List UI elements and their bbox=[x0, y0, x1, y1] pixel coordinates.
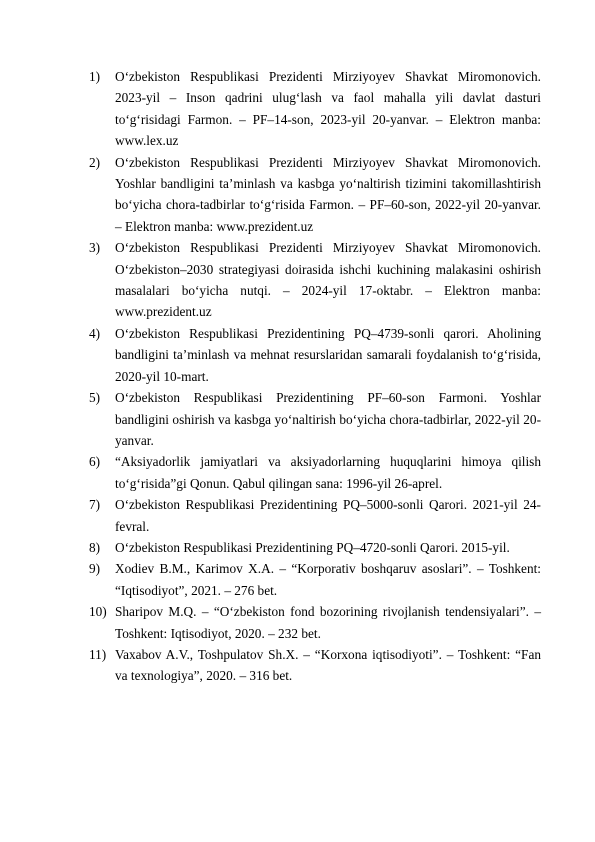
reference-item bbox=[89, 152, 541, 238]
reference-number: 2) bbox=[89, 154, 101, 170]
reference-text: O‘zbekiston Respublikasi Prezidenti Mirziyoyev Shavkat Miromonovich. Yoshlar bandligini ta’minlash va kasbga yo‘naltirish tizimini takomillashtirish bo‘yicha chora-tadbirlar to‘g‘risida Farmon. – PF–60-son, 2022-yil 20-yanvar. – Elektron manba: www.prezident.uz bbox=[115, 154, 541, 234]
reference-text: Xodiev B.M., Karimov X.A. – “Korporativ boshqaruv asoslari”. – Toshkent: “Iqtisodiyot”, 2021. – 276 bet. bbox=[115, 561, 541, 598]
reference-number: 1) bbox=[89, 69, 101, 84]
reference-text: Vaxabov A.V., Toshpulatov Sh.X. – “Korxona iqtisodiyoti”. – Toshkent: “Fan va texnologiya”, 2020. – 316 bet. bbox=[115, 646, 541, 684]
reference-item bbox=[89, 558, 541, 601]
reference-number: 11) bbox=[89, 646, 107, 662]
reference-number: 6) bbox=[89, 454, 101, 470]
reference-number: 10) bbox=[89, 604, 107, 620]
reference-item bbox=[89, 537, 541, 558]
reference-item bbox=[89, 66, 541, 152]
reference-item bbox=[89, 323, 541, 387]
reference-number: 5) bbox=[89, 390, 101, 406]
reference-text: O‘zbekiston Respublikasi Prezidentining PF–60-son Farmoni. Yoshlar bandligini oshirish va kasbga yo‘naltirish bo‘yicha chora-tadbirlar, 2022-yil 20-yanvar. bbox=[115, 390, 541, 448]
reference-number: 9) bbox=[89, 561, 101, 577]
reference-number: 3) bbox=[89, 240, 101, 256]
reference-text: O‘zbekiston Respublikasi Prezidentining PQ–4720-sonli Qarori. 2015-yil. bbox=[115, 539, 510, 555]
reference-item bbox=[89, 237, 541, 323]
reference-text: O‘zbekiston Respublikasi Prezidenti Mirziyoyev Shavkat Miromonovich. O‘zbekiston–2030 strategiyasi doirasida ishchi kuchining malakasini oshirish masalalari bo‘yicha nutqi. – 2024-yil 17-oktabr. – Elektron manba: www.prezident.uz bbox=[115, 240, 541, 320]
reference-item bbox=[89, 644, 541, 687]
reference-text: O‘zbekiston Respublikasi Prezidentining PQ–5000-sonli Qarori. 2021-yil 24-fevral. bbox=[115, 497, 541, 534]
reference-item bbox=[89, 494, 541, 537]
reference-list bbox=[89, 66, 541, 687]
reference-item bbox=[89, 601, 541, 644]
reference-text: O‘zbekiston Respublikasi Prezidentining PQ–4739-sonli qarori. Aholining bandligini ta’minlash va mehnat resurslaridan samarali foydalanish to‘g‘risida, 2020-yil 10-mart. bbox=[115, 325, 541, 384]
reference-text: O‘zbekiston Respublikasi Prezidenti Mirziyoyev Shavkat Miromonovich. 2023-yil – Inson qadrini ulug‘lash va faol mahalla yili davlat dasturi to‘g‘risidagi Farmon. – PF–14-son, 2023-yil 20-yanvar. – Elektron manba: www.lex.uz bbox=[115, 69, 541, 149]
reference-item bbox=[89, 387, 541, 451]
reference-number: 4) bbox=[89, 325, 101, 341]
reference-text: “Aksiyadorlik jamiyatlari va aksiyadorlarning huquqlarini himoya qilish to‘g‘risida”gi Qonun. Qabul qilingan sana: 1996-yil 26-aprel. bbox=[115, 454, 541, 491]
reference-number: 8) bbox=[89, 539, 101, 555]
reference-item bbox=[89, 451, 541, 494]
reference-number: 7) bbox=[89, 497, 101, 513]
reference-text: Sharipov M.Q. – “O‘zbekiston fond bozorining rivojlanish tendensiyalari”. – Toshkent: Iqtisodiyot, 2020. – 232 bet. bbox=[115, 604, 541, 641]
